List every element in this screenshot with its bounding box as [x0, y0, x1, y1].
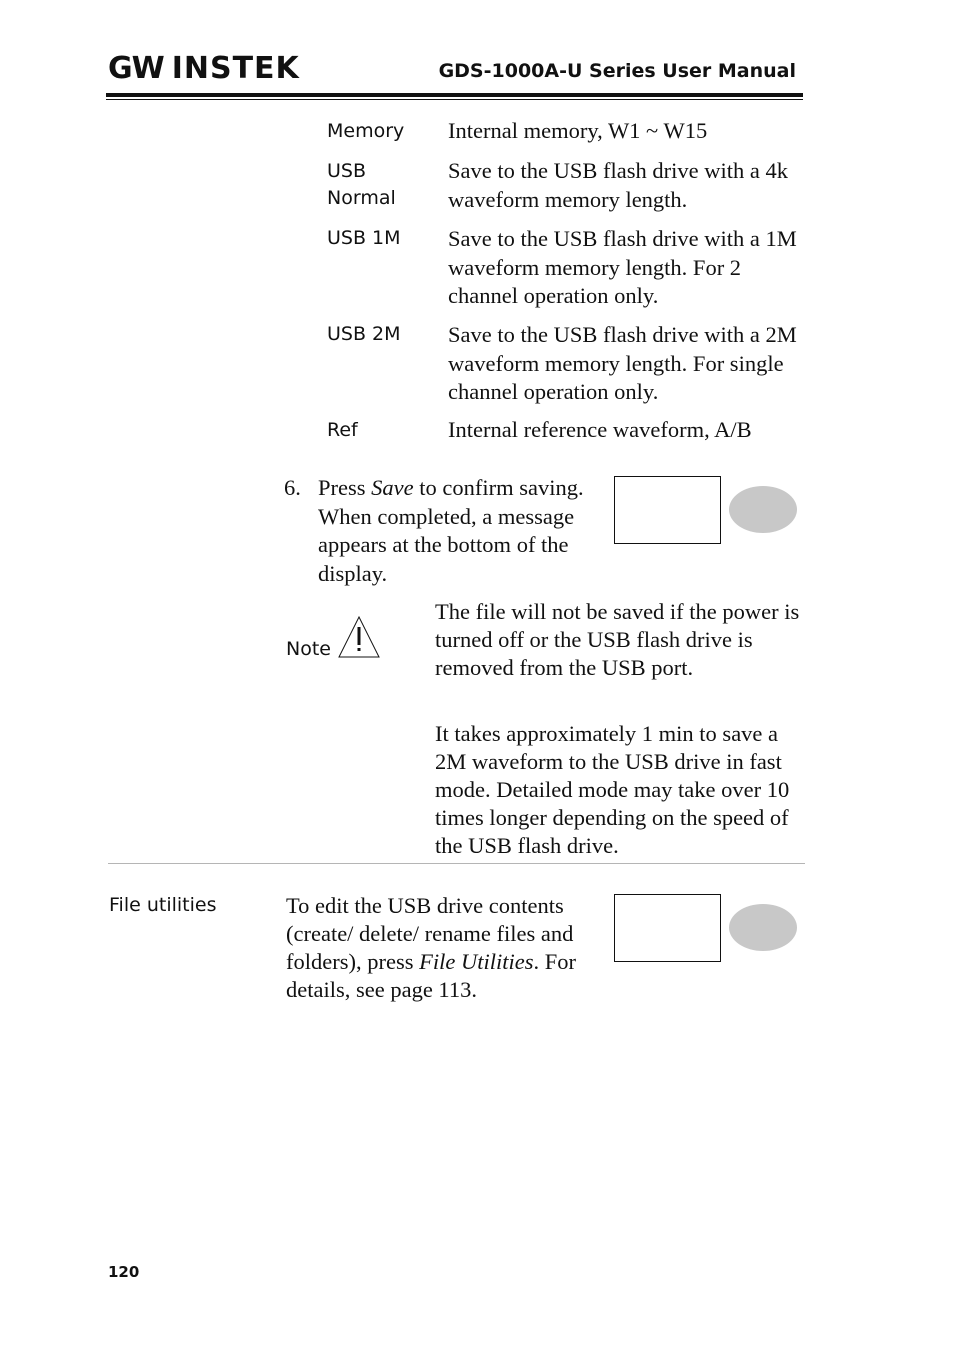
- note-paragraph-2: It takes approximately 1 min to save a 2M waveform to the USB drive in fast mode. Detailed mode may take over 10 times longer depending on the speed of the USB flash drive.: [435, 721, 790, 858]
- section-divider: [108, 863, 805, 864]
- save-softkey-box: [614, 476, 721, 544]
- save-soft-button: [729, 486, 797, 533]
- file-utilities-text-before: To edit the USB drive contents (create/ delete/ rename files and folders), press: [286, 893, 574, 974]
- warning-triangle-icon: [337, 615, 381, 659]
- header-rule-thick: [106, 93, 803, 97]
- gw-instek-logo: [108, 52, 300, 86]
- option-desc-usb-2m: Save to the USB flash drive with a 2M waveform memory length. For single channel operation only.: [448, 322, 797, 404]
- option-label-usb-2m: USB 2M: [327, 323, 401, 345]
- step-6-text-before: Press: [318, 475, 372, 500]
- logo-instek-text: INSTEK: [171, 51, 300, 86]
- step-6-text: [318, 474, 608, 588]
- step-6-text-after: to confirm saving. When completed, a message appears at the bottom of the display.: [318, 475, 584, 586]
- save-key-name: Save: [371, 475, 414, 500]
- option-label-usb-1m: USB 1M: [327, 227, 401, 249]
- option-desc-usb-1m: Save to the USB flash drive with a 1M waveform memory length. For 2 channel operation only.: [448, 226, 797, 308]
- page-number: 120: [108, 1263, 140, 1281]
- option-desc-ref: Internal reference waveform, A/B: [448, 417, 752, 442]
- step-number: 6.: [284, 475, 301, 500]
- file-utilities-text: [286, 892, 606, 1004]
- file-utilities-key-name: File Utilities: [419, 949, 534, 974]
- file-utilities-text-after: . For details, see page 113.: [286, 949, 576, 1002]
- manual-title: GDS-1000A-U Series User Manual: [438, 60, 796, 82]
- note-paragraph-1: The file will not be saved if the power is turned off or the USB flash drive is removed from the USB port.: [435, 599, 800, 680]
- option-label-ref: Ref: [327, 419, 358, 441]
- header-rule-thin: [106, 99, 803, 100]
- file-utilities-label: File utilities: [109, 894, 217, 916]
- option-desc-memory: Internal memory, W1 ~ W15: [448, 118, 708, 143]
- file-utilities-soft-button: [729, 904, 797, 951]
- option-label-memory: Memory: [327, 120, 405, 142]
- option-label-usb-normal: USB Normal: [327, 160, 396, 209]
- logo-gw-text: GW: [108, 51, 164, 86]
- file-utilities-softkey-box: [614, 894, 721, 962]
- note-label: Note: [286, 638, 331, 660]
- option-desc-usb-normal: Save to the USB flash drive with a 4k waveform memory length.: [448, 158, 788, 212]
